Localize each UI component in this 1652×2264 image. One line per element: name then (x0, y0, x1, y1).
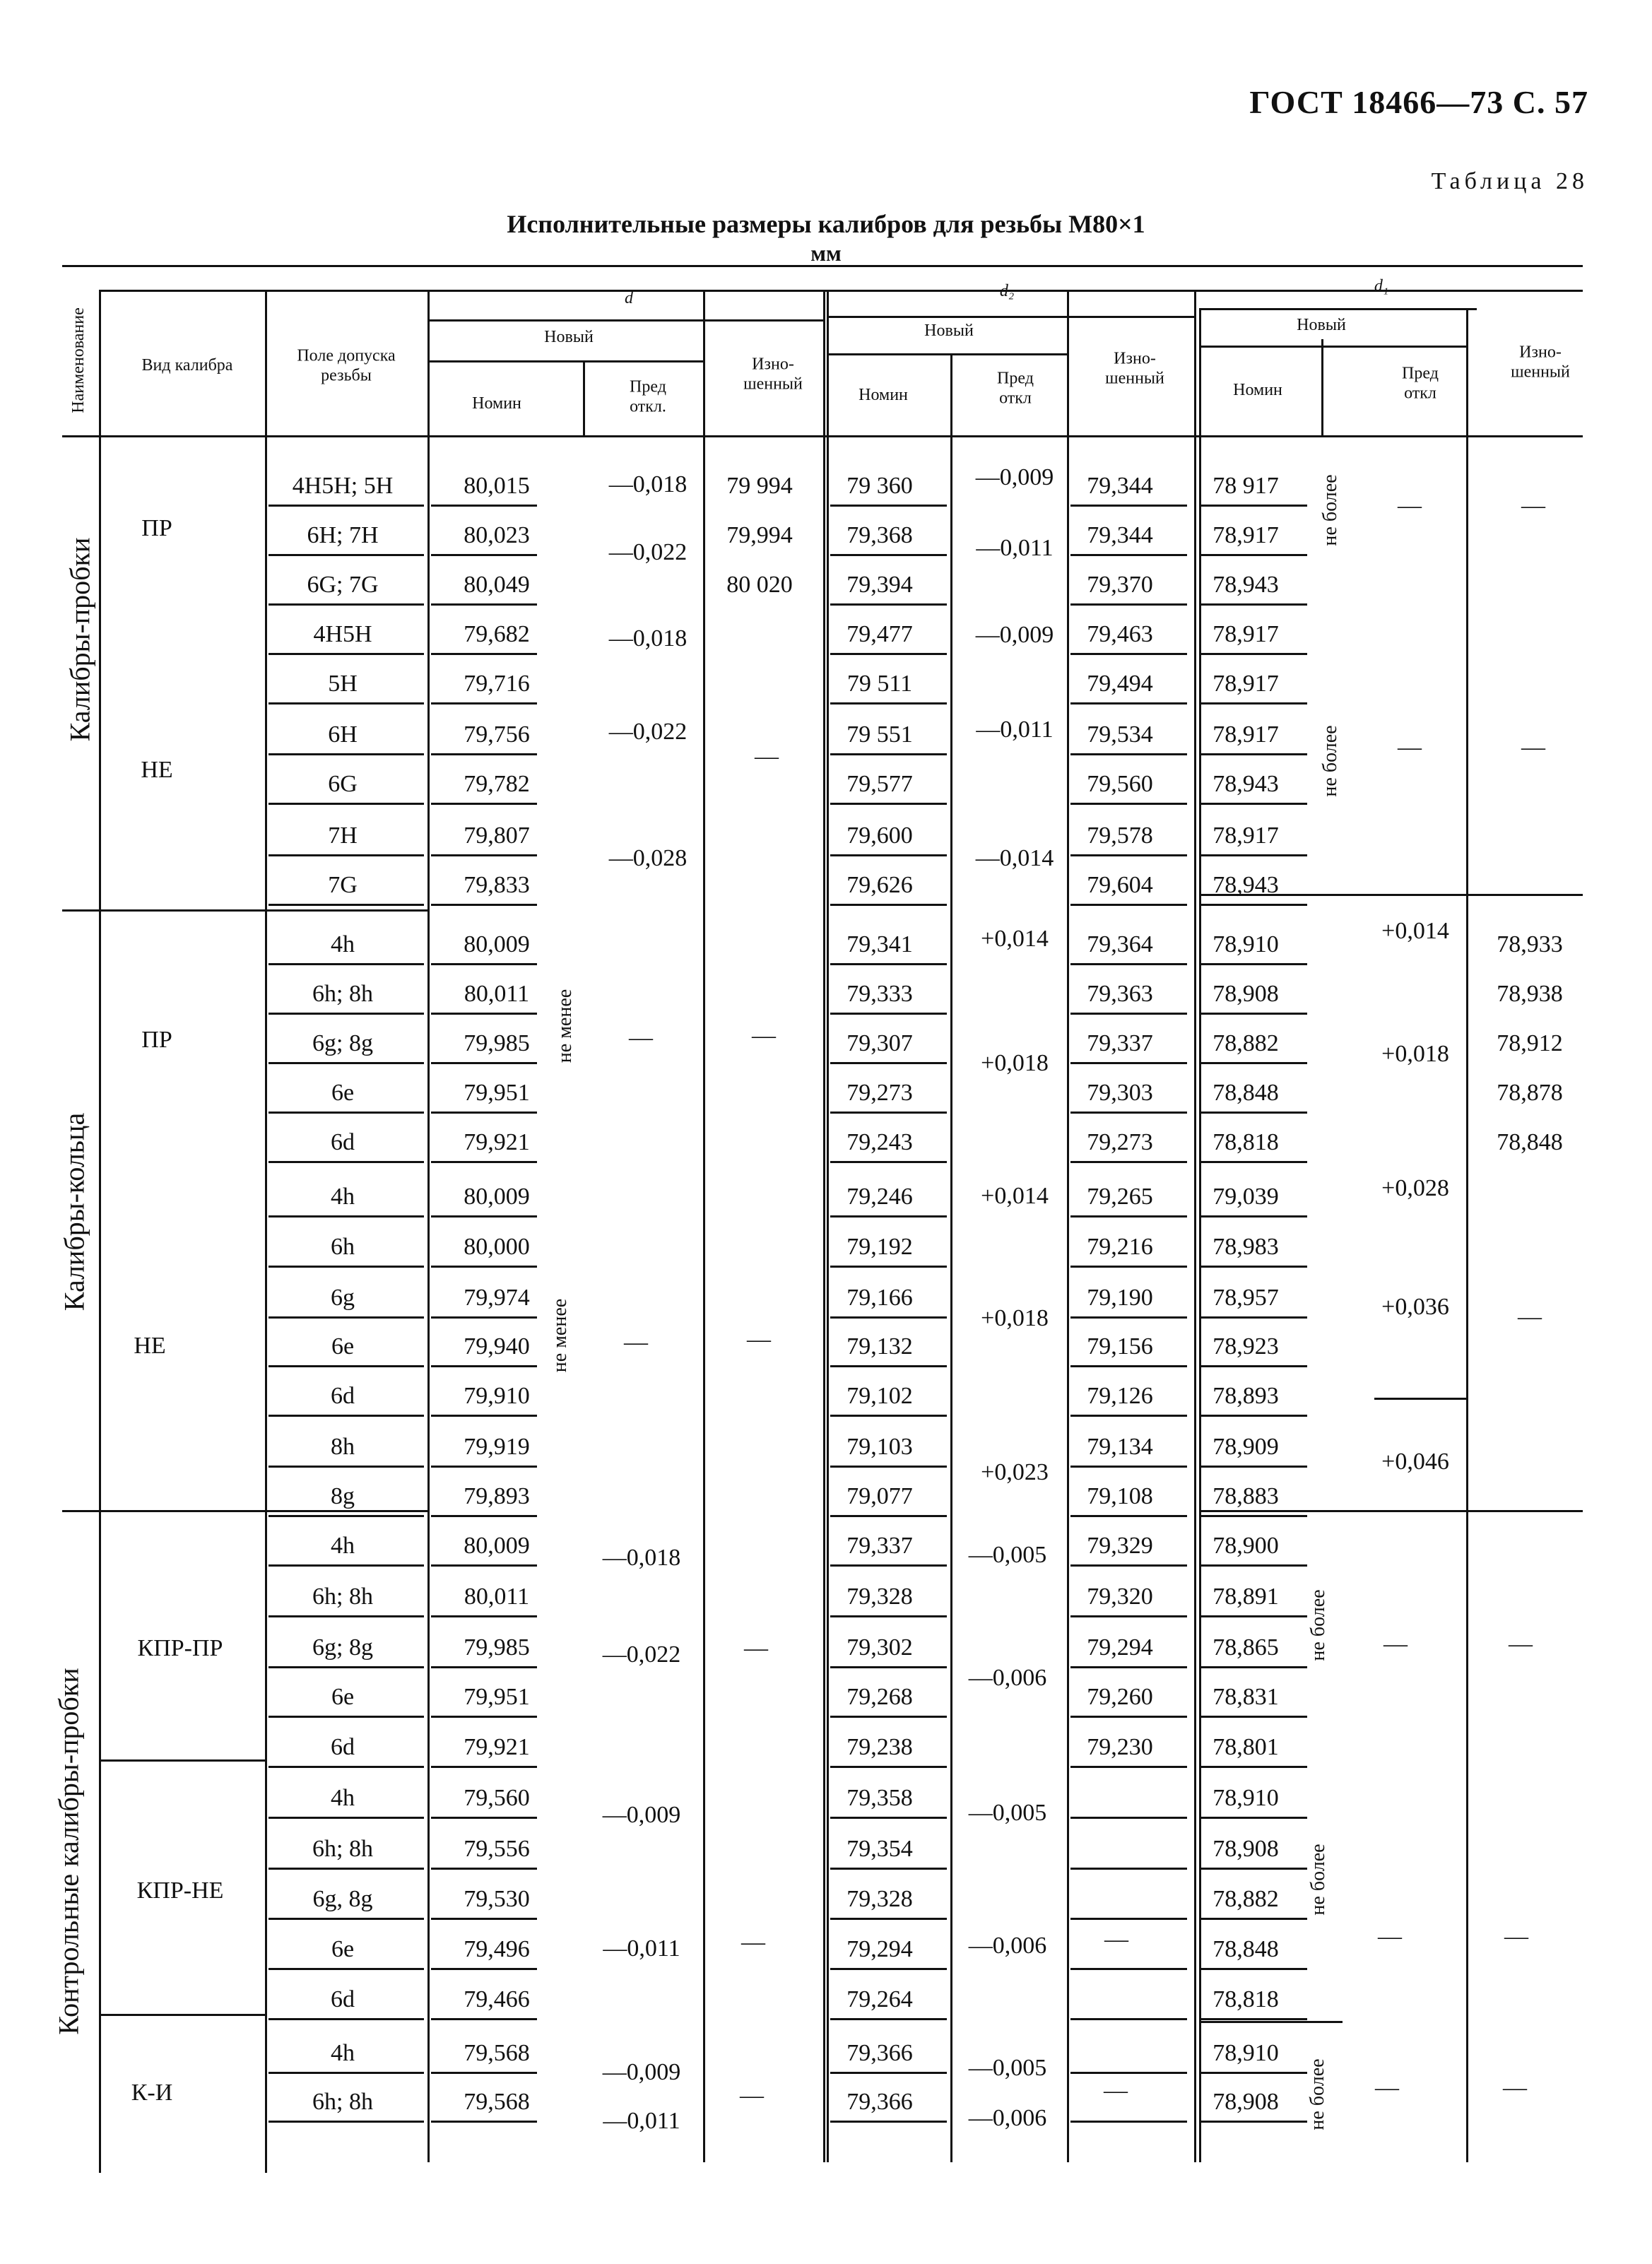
d2-dev: —0,011 (976, 717, 1054, 743)
section-plug-gauges: Калибры-пробки (64, 537, 96, 742)
cell-d1-nom: 78,818 (1213, 1986, 1279, 2012)
cell-d2-w: 79,363 (1087, 981, 1153, 1007)
col-head-new-d: Новый (544, 328, 594, 347)
cell-d-nom: 80,009 (464, 1533, 530, 1559)
cell-d2-w: 79,230 (1087, 1734, 1153, 1760)
cell-d2-nom: 79,238 (846, 1734, 913, 1760)
cell-d-nom: 79,560 (464, 1785, 530, 1811)
cell-d2-w: 79,265 (1087, 1184, 1153, 1210)
col-head-field: Поле допуска резьбы (297, 346, 396, 384)
d-dev: —0,011 (603, 1935, 680, 1962)
cell-d-nom: 80,023 (464, 522, 530, 548)
cell-d-w: 79,994 (726, 522, 793, 548)
cell-field: 4h (331, 1785, 355, 1811)
cell-d2-nom: 79,243 (846, 1129, 913, 1155)
cell-field: 6G (328, 771, 358, 797)
d-dev: —0,009 (602, 2059, 681, 2085)
cell-d2-nom: 79,394 (846, 572, 913, 598)
d1-dev: +0,018 (1381, 1041, 1449, 1067)
cell-d2-w: 79,303 (1087, 1080, 1153, 1106)
cell-d1-nom: 78,917 (1213, 522, 1279, 548)
cell-d1-nom: 78,910 (1213, 2040, 1279, 2066)
cell-d2-w: 79,190 (1087, 1285, 1153, 1311)
cell-d1-nom: 78,909 (1213, 1434, 1279, 1460)
cell-d2-w: 79,604 (1087, 872, 1153, 898)
dash: — (1398, 493, 1422, 519)
cell-d2-w: 79,344 (1087, 522, 1153, 548)
cell-d2-w: 79,364 (1087, 931, 1153, 957)
cell-d1-nom: 78,910 (1213, 931, 1279, 957)
cell-d2-nom: 79,600 (846, 823, 913, 849)
cell-d1-nom: 78,900 (1213, 1533, 1279, 1559)
cell-field: 4h (331, 2040, 355, 2066)
cell-field: 6d (331, 1383, 355, 1409)
gost-header: ГОСТ 18466—73 С. 57 (1249, 84, 1588, 120)
cell-d2-nom: 79,132 (846, 1333, 913, 1360)
group-kpr-ne: КПР-НЕ (136, 1877, 224, 1904)
cell-d1-nom: 78,910 (1213, 1785, 1279, 1811)
group-pr-ring: ПР (141, 1027, 172, 1053)
d2-dev: —0,005 (968, 2055, 1047, 2081)
cell-d1-w: 78,878 (1497, 1080, 1563, 1106)
cell-field: 6e (331, 1936, 355, 1962)
cell-field: 7G (328, 872, 358, 898)
dash: — (744, 1635, 768, 1661)
cell-field: 4h (331, 1533, 355, 1559)
cell-d2-nom: 79,328 (846, 1584, 913, 1610)
cell-d1-nom: 78,865 (1213, 1634, 1279, 1661)
note-not-more: не более (1306, 2058, 1328, 2130)
col-head-worn-d2: Изно-шенный (1105, 349, 1164, 387)
cell-field: 4h (331, 931, 355, 957)
d2-dev: —0,009 (975, 622, 1054, 648)
cell-field: 6h; 8h (312, 1836, 373, 1862)
cell-d1-nom: 78,943 (1213, 572, 1279, 598)
dash: — (629, 1025, 653, 1051)
cell-d2-w: 79,156 (1087, 1333, 1153, 1360)
d-dev: —0,011 (603, 2108, 680, 2134)
cell-field: 6d (331, 1986, 355, 2012)
col-head-dev-d2: Пред откл (997, 369, 1034, 407)
group-k-i: К-И (131, 2080, 173, 2106)
dash: — (752, 1022, 776, 1049)
cell-d2-nom: 79,192 (846, 1234, 913, 1260)
cell-d2-nom: 79,273 (846, 1080, 913, 1106)
d2-dev: +0,018 (981, 1305, 1049, 1331)
cell-d1-nom: 78,848 (1213, 1936, 1279, 1962)
col-head-new-d2: Новый (924, 322, 974, 341)
cell-d1-nom: 78,893 (1213, 1383, 1279, 1409)
cell-field: 8h (331, 1434, 355, 1460)
cell-d2-nom: 79 360 (846, 473, 913, 499)
cell-d-w: 80 020 (726, 572, 793, 598)
cell-d-nom: 79,910 (464, 1383, 530, 1409)
cell-d2-w: 79,344 (1087, 473, 1153, 499)
cell-field: 6h (331, 1234, 355, 1260)
d2-dev: —0,009 (975, 464, 1054, 490)
cell-d-nom: 80,009 (464, 931, 530, 957)
cell-d-nom: 79,951 (464, 1684, 530, 1710)
col-head-dev-d: Пред откл. (630, 377, 666, 415)
cell-d-nom: 80,049 (464, 572, 530, 598)
cell-d2-nom: 79 551 (846, 721, 913, 748)
col-head-name: Наименование (69, 307, 88, 413)
cell-d-nom: 79,921 (464, 1734, 530, 1760)
cell-d1-nom: 78,917 (1213, 671, 1279, 697)
cell-d-nom: 79,756 (464, 721, 530, 748)
cell-d-nom: 79,919 (464, 1434, 530, 1460)
cell-field: 6d (331, 1734, 355, 1760)
dash: — (755, 743, 779, 770)
dash: — (1383, 1631, 1408, 1657)
cell-field: 4H5H; 5H (292, 473, 394, 499)
cell-d1-nom: 78,882 (1213, 1886, 1279, 1912)
cell-d1-nom: 78,917 (1213, 721, 1279, 748)
cell-d1-nom: 78,908 (1213, 2089, 1279, 2115)
cell-d-nom: 79,568 (464, 2089, 530, 2115)
cell-d-nom: 79,985 (464, 1030, 530, 1056)
cell-d2-nom: 79,477 (846, 621, 913, 647)
cell-d2-nom: 79,302 (846, 1634, 913, 1661)
col-head-dev-d1: Пред откл (1402, 364, 1439, 402)
cell-d-nom: 79,530 (464, 1886, 530, 1912)
cell-d2-w: 79,463 (1087, 621, 1153, 647)
cell-d1-nom: 78,908 (1213, 1836, 1279, 1862)
dash: — (624, 1329, 648, 1355)
cell-d2-nom: 79,366 (846, 2040, 913, 2066)
cell-d2-nom: 79,264 (846, 1986, 913, 2012)
col-head-d1: d₁ (1374, 277, 1389, 296)
d1-dev: +0,014 (1381, 918, 1449, 944)
cell-d2-nom: 79,337 (846, 1533, 913, 1559)
cell-field: 4H5H (313, 621, 372, 647)
cell-d2-nom: 79,354 (846, 1836, 913, 1862)
cell-d-nom: 79,568 (464, 2040, 530, 2066)
d-dev: —0,022 (608, 539, 688, 565)
cell-d-nom: 79,782 (464, 771, 530, 797)
col-head-nom-d1: Номин (1233, 381, 1282, 400)
cell-d2-nom: 79,103 (846, 1434, 913, 1460)
dash: — (1521, 493, 1545, 519)
dash: — (1521, 734, 1545, 760)
cell-d-nom: 79,682 (464, 621, 530, 647)
cell-field: 6h; 8h (312, 981, 373, 1007)
d2-dev: —0,006 (968, 1933, 1047, 1959)
col-head-nom-d: Номин (472, 394, 521, 413)
cell-d2-w: 79,578 (1087, 823, 1153, 849)
cell-d2-w: 79,216 (1087, 1234, 1153, 1260)
cell-d1-nom: 78,943 (1213, 872, 1279, 898)
note-not-more: не более (1319, 725, 1341, 797)
cell-field: 6H (328, 721, 358, 748)
cell-d-nom: 79,974 (464, 1285, 530, 1311)
d2-dev: —0,014 (975, 845, 1054, 871)
d-dev: —0,018 (602, 1545, 681, 1571)
cell-d1-nom: 78,818 (1213, 1129, 1279, 1155)
section-ring-gauges: Калибры-кольца (58, 1112, 90, 1311)
dash: — (1104, 2077, 1128, 2104)
note-not-more: не более (1307, 1844, 1329, 1916)
d2-dev: —0,006 (968, 1665, 1047, 1691)
dash: — (1518, 1304, 1542, 1330)
dash: — (747, 1326, 771, 1352)
cell-d1-nom: 78,943 (1213, 771, 1279, 797)
cell-d-nom: 79,556 (464, 1836, 530, 1862)
cell-d1-nom: 78,917 (1213, 823, 1279, 849)
cell-field: 6h; 8h (312, 1584, 373, 1610)
cell-field: 6H; 7H (307, 522, 379, 548)
table-caption: Исполнительные размеры калибров для резьбы M80×1 (507, 210, 1145, 238)
d2-dev: +0,014 (981, 926, 1049, 952)
cell-field: 7H (328, 823, 358, 849)
cell-d2-nom: 79,626 (846, 872, 913, 898)
note-not-less: не менее (554, 989, 576, 1063)
d-dev: —0,018 (608, 625, 688, 652)
d2-dev: —0,005 (968, 1800, 1047, 1826)
dash: — (741, 1929, 765, 1955)
cell-d2-nom: 79,294 (846, 1936, 913, 1962)
cell-d-nom: 80,011 (464, 1584, 530, 1610)
d1-dev: +0,028 (1381, 1175, 1449, 1201)
dash: — (1509, 1631, 1533, 1657)
cell-d2-w: 79,294 (1087, 1634, 1153, 1661)
cell-d1-nom: 78,917 (1213, 621, 1279, 647)
cell-d2-nom: 79,307 (846, 1030, 913, 1056)
cell-d2-w: 79,494 (1087, 671, 1153, 697)
cell-d2-w: 79,126 (1087, 1383, 1153, 1409)
cell-d-nom: 79,921 (464, 1129, 530, 1155)
d1-dev: +0,036 (1381, 1294, 1449, 1320)
group-kpr-pr: КПР-ПР (137, 1635, 223, 1661)
cell-d2-w: 79,273 (1087, 1129, 1153, 1155)
cell-d2-nom: 79,368 (846, 522, 913, 548)
cell-d1-nom: 78,983 (1213, 1234, 1279, 1260)
cell-d1-nom: 78 917 (1213, 473, 1279, 499)
d-dev: —0,022 (602, 1641, 681, 1668)
dash: — (1375, 2075, 1399, 2101)
cell-d-w: 79 994 (726, 473, 793, 499)
cell-d1-nom: 78,923 (1213, 1333, 1279, 1360)
cell-d2-w: 79,534 (1087, 721, 1153, 748)
col-head-kind: Вид калибра (141, 356, 233, 375)
cell-d2-nom: 79,328 (846, 1886, 913, 1912)
cell-d1-w: 78,938 (1497, 981, 1563, 1007)
cell-d2-nom: 79,366 (846, 2089, 913, 2115)
cell-field: 6G; 7G (307, 572, 379, 598)
cell-d-nom: 79,807 (464, 823, 530, 849)
d1-dev: +0,046 (1381, 1449, 1449, 1475)
col-head-nom-d2: Номин (859, 386, 908, 405)
cell-field: 5H (328, 671, 358, 697)
dash: — (1503, 2075, 1527, 2101)
cell-d1-nom: 78,831 (1213, 1684, 1279, 1710)
cell-d1-w: 78,912 (1497, 1030, 1563, 1056)
cell-d1-w: 78,933 (1497, 931, 1563, 957)
col-head-d: d (625, 289, 633, 308)
cell-d-nom: 80,011 (464, 981, 530, 1007)
cell-d2-w: 79,370 (1087, 572, 1153, 598)
cell-d-nom: 80,015 (464, 473, 530, 499)
d-dev: —0,022 (608, 719, 688, 745)
cell-d-nom: 80,000 (464, 1234, 530, 1260)
cell-field: 6e (331, 1080, 355, 1106)
cell-d-nom: 79,833 (464, 872, 530, 898)
d-dev: —0,018 (608, 471, 688, 497)
cell-d2-w: 79,260 (1087, 1684, 1153, 1710)
cell-d2-nom: 79,341 (846, 931, 913, 957)
cell-field: 4h (331, 1184, 355, 1210)
cell-d2-nom: 79,246 (846, 1184, 913, 1210)
dash: — (1378, 1923, 1402, 1950)
cell-d1-nom: 78,882 (1213, 1030, 1279, 1056)
cell-d2-w: 79,337 (1087, 1030, 1153, 1056)
cell-field: 6d (331, 1129, 355, 1155)
section-control-plug-gauges: Контрольные калибры-пробки (52, 1668, 85, 2035)
cell-field: 6e (331, 1333, 355, 1360)
cell-d-nom: 79,496 (464, 1936, 530, 1962)
cell-d2-w: 79,134 (1087, 1434, 1153, 1460)
col-head-new-d1: Новый (1297, 316, 1346, 335)
cell-d2-nom: 79,358 (846, 1785, 913, 1811)
cell-field: 6g (331, 1285, 355, 1311)
d2-dev: —0,011 (976, 535, 1054, 561)
cell-d1-nom: 78,848 (1213, 1080, 1279, 1106)
cell-d-nom: 79,893 (464, 1483, 530, 1509)
cell-d1-nom: 78,957 (1213, 1285, 1279, 1311)
cell-d2-w: 79,329 (1087, 1533, 1153, 1559)
cell-field: 6e (331, 1684, 355, 1710)
d2-dev: +0,018 (981, 1050, 1049, 1076)
cell-d2-w: 79,560 (1087, 771, 1153, 797)
d-dev: —0,009 (602, 1802, 681, 1828)
note-not-more: не более (1319, 474, 1341, 546)
cell-d1-nom: 78,891 (1213, 1584, 1279, 1610)
table-units: мм (810, 240, 842, 266)
cell-d2-w: 79,108 (1087, 1483, 1153, 1509)
col-head-worn-d1: Изно-шенный (1511, 343, 1570, 381)
dash: — (740, 2082, 764, 2109)
d-dev: —0,028 (608, 845, 688, 871)
cell-d2-nom: 79,268 (846, 1684, 913, 1710)
group-ne-plug: НЕ (141, 757, 173, 783)
cell-d-nom: 79,951 (464, 1080, 530, 1106)
cell-d-nom: 79,716 (464, 671, 530, 697)
d2-dev: —0,005 (968, 1542, 1047, 1568)
cell-d2-nom: 79,102 (846, 1383, 913, 1409)
d2-dev: +0,023 (981, 1459, 1049, 1485)
cell-d1-w: 78,848 (1497, 1129, 1563, 1155)
cell-d-nom: 79,940 (464, 1333, 530, 1360)
group-pr-plug: ПР (141, 515, 172, 541)
cell-d2-w: 79,320 (1087, 1584, 1153, 1610)
cell-d2-nom: 79,077 (846, 1483, 913, 1509)
cell-d-nom: 80,009 (464, 1184, 530, 1210)
cell-d-nom: 79,985 (464, 1634, 530, 1661)
table-number: Таблица 28 (1431, 168, 1588, 194)
col-head-worn-d: Изно-шенный (743, 355, 803, 393)
cell-d1-nom: 78,801 (1213, 1734, 1279, 1760)
cell-field: 8g (331, 1483, 355, 1509)
note-not-less: не менее (549, 1298, 571, 1373)
cell-field: 6g, 8g (312, 1886, 373, 1912)
cell-d2-nom: 79,333 (846, 981, 913, 1007)
cell-field: 6h; 8h (312, 2089, 373, 2115)
dash: — (1104, 1926, 1128, 1952)
note-not-more: не более (1307, 1589, 1329, 1661)
cell-d1-nom: 78,908 (1213, 981, 1279, 1007)
d2-dev: —0,006 (968, 2105, 1047, 2131)
cell-d2-nom: 79,577 (846, 771, 913, 797)
group-ne-ring: НЕ (134, 1333, 166, 1359)
cell-d2-nom: 79 511 (846, 671, 913, 697)
col-head-d2: d₂ (999, 282, 1015, 301)
cell-field: 6g; 8g (312, 1030, 373, 1056)
dash: — (1398, 734, 1422, 760)
cell-d2-nom: 79,166 (846, 1285, 913, 1311)
dash: — (1504, 1923, 1528, 1950)
cell-d1-nom: 78,883 (1213, 1483, 1279, 1509)
cell-field: 6g; 8g (312, 1634, 373, 1661)
cell-d-nom: 79,466 (464, 1986, 530, 2012)
cell-d1-nom: 79,039 (1213, 1184, 1279, 1210)
d2-dev: +0,014 (981, 1183, 1049, 1209)
